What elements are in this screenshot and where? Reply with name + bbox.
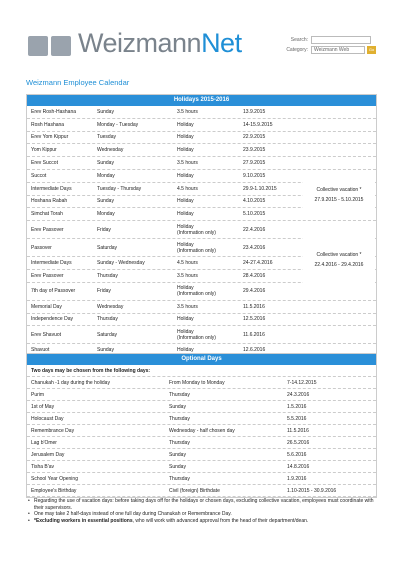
- optional-days-table: [26, 353, 377, 498]
- holiday-day: Monday: [97, 211, 115, 218]
- holiday-day: Monday: [97, 172, 115, 179]
- optional-intro: [27, 365, 376, 377]
- holiday-day: Sunday - Wednesday: [97, 260, 145, 267]
- optional-day: Sunday: [169, 451, 186, 458]
- holiday-date: 11.5.2016: [243, 303, 265, 310]
- holiday-type: Holiday (Information only): [177, 241, 216, 254]
- holidays-body: [27, 106, 376, 357]
- optional-name: 1st of May: [31, 403, 55, 410]
- category-select[interactable]: Weizmann Web: [311, 46, 365, 54]
- holiday-row: [27, 314, 376, 327]
- holiday-date: 11.6.2016: [243, 331, 265, 338]
- holiday-type: Holiday: [177, 198, 194, 205]
- optional-row: [27, 437, 376, 449]
- holiday-date: 9.10.2015: [243, 172, 266, 179]
- holiday-day: Friday: [97, 226, 111, 233]
- holiday-date: 12.5.2016: [243, 316, 266, 323]
- optional-name: Remembrance Day: [31, 427, 75, 434]
- holiday-day: Sunday: [97, 347, 114, 354]
- holiday-row: [27, 301, 376, 314]
- optional-name: School Year Opening: [31, 475, 78, 482]
- logo-text-main: Weizmann: [78, 28, 202, 58]
- holiday-date: 23.4.2016: [243, 244, 266, 251]
- holiday-date: 29.4.2016: [243, 288, 266, 295]
- holiday-day: Sunday: [97, 160, 114, 167]
- holiday-date: 14-15.9.2015: [243, 121, 273, 128]
- holiday-day: Sunday: [97, 198, 114, 205]
- optional-day: Civil (foreign) Birthdate: [169, 487, 220, 494]
- holiday-name: Erev Succot: [31, 160, 58, 167]
- holiday-date: 27.9.2015: [243, 160, 266, 167]
- holiday-day: Wednesday: [97, 147, 124, 154]
- optional-day: From Monday to Monday: [169, 379, 225, 386]
- optional-name: Lag b'Omer: [31, 439, 57, 446]
- holiday-name: Succot: [31, 172, 47, 179]
- holiday-row: [27, 132, 376, 145]
- holiday-date: 23.9.2015: [243, 147, 266, 154]
- holiday-type: Holiday: [177, 147, 194, 154]
- holiday-type: Holiday: [177, 172, 194, 179]
- holiday-date: 22.9.2015: [243, 134, 266, 141]
- holiday-row: [27, 144, 376, 157]
- holiday-day: Thursday: [97, 316, 118, 323]
- holiday-name: Shavuot: [31, 347, 50, 354]
- search-label: Search:: [290, 37, 308, 43]
- category-label: Category:: [286, 47, 308, 53]
- site-logo[interactable]: [78, 28, 242, 59]
- optional-day: Wednesday - half chosen day: [169, 427, 235, 434]
- holiday-row: [27, 157, 376, 170]
- holiday-type: 3.5 hours: [177, 303, 198, 310]
- holiday-name: Erev Rosh-Hashana: [31, 108, 77, 115]
- optional-name: Chanukah -1 day during the holiday: [31, 379, 110, 386]
- holiday-type: 3.5 hours: [177, 108, 198, 115]
- optional-heading: Optional Days: [27, 354, 376, 365]
- holiday-type: Holiday: [177, 347, 194, 354]
- holiday-day: Wednesday: [97, 303, 124, 310]
- optional-date: 7-14.12.2015: [287, 379, 317, 386]
- optional-row: [27, 485, 376, 497]
- optional-body: [27, 377, 376, 497]
- optional-date: 5.6.2016: [287, 451, 307, 458]
- optional-day: Sunday: [169, 403, 186, 410]
- holiday-type: Holiday: [177, 121, 194, 128]
- holiday-day: Thursday: [97, 272, 118, 279]
- optional-day: Thursday: [169, 415, 190, 422]
- holiday-date: 12.6.2016: [243, 347, 266, 354]
- optional-row: [27, 401, 376, 413]
- optional-row: [27, 473, 376, 485]
- holiday-name: Rosh Hashana: [31, 121, 65, 128]
- holiday-date: 22.4.2016: [243, 226, 266, 233]
- holiday-type: 3.5 hours: [177, 160, 198, 167]
- collective-vacation-note: Collective vacation * 22.4.2016 - 29.4.2016: [303, 221, 375, 300]
- holiday-type: Holiday: [177, 134, 194, 141]
- holiday-name: Passover: [31, 244, 52, 251]
- site-header: [0, 0, 403, 70]
- holiday-name: Erev Passover: [31, 226, 64, 233]
- holiday-type: 4.5 hours: [177, 260, 198, 267]
- holiday-type: 3.5 hours: [177, 272, 198, 279]
- holiday-day: Friday: [97, 288, 111, 295]
- holiday-row: [27, 106, 376, 119]
- optional-date: 1.5.2016: [287, 403, 307, 410]
- note-item: • Regarding the use of vacation days: before taking days off for the holidays or chosen days, excluding collective vacation, employees must coordinate with their supervisors.: [26, 498, 375, 511]
- optional-date: 14.8.2016: [287, 463, 310, 470]
- optional-name: Jerusalem Day: [31, 451, 65, 458]
- holiday-day: Tuesday - Thursday: [97, 185, 142, 192]
- holiday-name: Memorial Day: [31, 303, 62, 310]
- holiday-row: [27, 119, 376, 132]
- optional-date: 11.5.2016: [287, 427, 309, 434]
- optional-name: Tisha B'av: [31, 463, 55, 470]
- collective-vacation-note: Collective vacation * 27.9.2015 - 5.10.2015: [303, 170, 375, 220]
- holiday-day: Sunday: [97, 108, 114, 115]
- holiday-date: 5.10.2015: [243, 211, 266, 218]
- optional-date: 5.5.2016: [287, 415, 307, 422]
- search-area: [282, 36, 386, 56]
- holiday-name: 7th day of Passover: [31, 288, 76, 295]
- optional-row: [27, 413, 376, 425]
- optional-day: Sunday: [169, 463, 186, 470]
- weizmann-logo-icon[interactable]: [28, 36, 72, 56]
- holiday-name: Simchat Torah: [31, 211, 63, 218]
- note-item: • *Excluding workers in essential positions, who will work with advanced approval from the head of their department/dean.: [26, 518, 375, 525]
- holiday-row: [27, 326, 376, 344]
- optional-name: Employee's Birthday: [31, 487, 77, 494]
- optional-row: [27, 461, 376, 473]
- optional-date: 1.9.2016: [287, 475, 307, 482]
- holiday-day: Tuesday: [97, 134, 116, 141]
- holiday-name: Erev Shavuot: [31, 331, 62, 338]
- optional-date: 1.10-2015 - 30.9.2016: [287, 487, 337, 494]
- holiday-name: Hoshana Rabah: [31, 198, 68, 205]
- holiday-name: Yom Kippur: [31, 147, 57, 154]
- holiday-name: Independence Day: [31, 316, 73, 323]
- holidays-table: [26, 94, 377, 358]
- holiday-type: Holiday (Information only): [177, 285, 216, 298]
- optional-day: Thursday: [169, 391, 190, 398]
- holiday-name: Intermediate Days: [31, 260, 72, 267]
- optional-intro-text: Two days may be chosen from the following days:: [31, 367, 151, 374]
- search-input[interactable]: [311, 36, 371, 44]
- optional-name: Purim: [31, 391, 45, 398]
- holidays-heading: Holidays 2015-2016: [27, 95, 376, 106]
- note-item: • One may take 2 half-days instead of one full day during Chanukah or Remembrance Day.: [26, 511, 375, 518]
- holiday-type: Holiday (Information only): [177, 328, 216, 341]
- logo-text-accent: Net: [201, 28, 242, 58]
- holiday-day: Saturday: [97, 331, 118, 338]
- holiday-type: Holiday: [177, 316, 194, 323]
- optional-name: Holocaust Day: [31, 415, 64, 422]
- holiday-name: Erev Yom Kippur: [31, 134, 69, 141]
- go-button[interactable]: Go: [368, 47, 375, 52]
- holiday-day: Saturday: [97, 244, 118, 251]
- holiday-type: Holiday (Information only): [177, 223, 216, 236]
- optional-date: 26.5.2016: [287, 439, 310, 446]
- holiday-date: 29.9-1.10.2015: [243, 185, 277, 192]
- holiday-name: Erev Passover: [31, 272, 64, 279]
- holiday-type: 4.5 hours: [177, 185, 198, 192]
- notes: [26, 498, 375, 524]
- holiday-date: 24-27.4.2016: [243, 260, 273, 267]
- optional-row: [27, 449, 376, 461]
- optional-row: [27, 425, 376, 437]
- optional-day: Thursday: [169, 439, 190, 446]
- holiday-day: Monday - Tuesday: [97, 121, 139, 128]
- holiday-date: 4.10.2015: [243, 198, 266, 205]
- optional-date: 24.3.2016: [287, 391, 310, 398]
- optional-day: Thursday: [169, 475, 190, 482]
- optional-row: [27, 377, 376, 389]
- holiday-name: Intermediate Days: [31, 185, 72, 192]
- holiday-date: 13.9.2015: [243, 108, 266, 115]
- optional-row: [27, 389, 376, 401]
- holiday-date: 28.4.2016: [243, 272, 266, 279]
- holiday-type: Holiday: [177, 211, 194, 218]
- page-title: Weizmann Employee Calendar: [26, 78, 130, 87]
